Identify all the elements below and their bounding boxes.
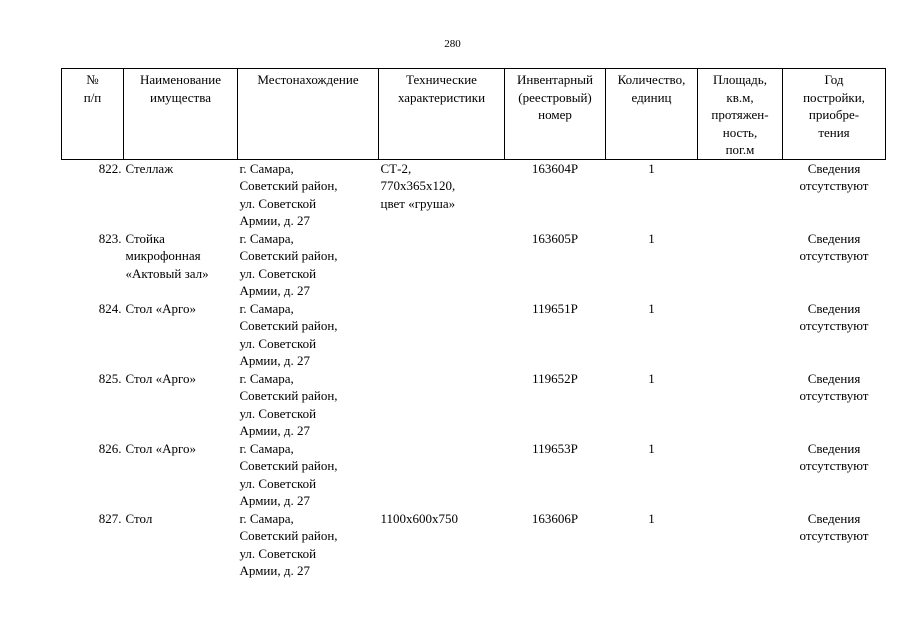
property-table: [61, 68, 886, 580]
row-quantity: 1: [648, 370, 655, 386]
row-year: Сведения отсутствуют: [799, 370, 869, 403]
table-row: [62, 510, 886, 580]
row-quantity: 1: [648, 230, 655, 246]
row-number: 822.: [98, 160, 122, 176]
table-header-row: [62, 69, 886, 160]
row-quantity: 1: [648, 300, 655, 316]
row-inventory: 119651Р: [532, 300, 578, 316]
row-year: Сведения отсутствуют: [799, 160, 869, 193]
header-tech: Технические характеристики: [379, 69, 505, 160]
row-area: [698, 510, 783, 580]
row-inventory: 163605Р: [531, 230, 579, 246]
table-row: [62, 230, 886, 300]
row-location: г. Самара, Советский район, ул. Советской Армии, д. 27: [239, 440, 338, 508]
row-tech: 1100х600х750: [380, 510, 459, 526]
row-inventory: 119653Р: [532, 440, 578, 456]
row-name: Стол «Арго»: [125, 440, 196, 456]
row-number: 823.: [98, 230, 122, 246]
row-year: Сведения отсутствуют: [799, 300, 869, 333]
header-year: Год постройки, приобре- тения: [783, 69, 886, 160]
row-number: 827.: [98, 510, 122, 526]
row-quantity: 1: [648, 160, 655, 176]
table-row: [62, 300, 886, 370]
row-number: 826.: [98, 440, 122, 456]
row-tech: [379, 230, 505, 300]
row-name: Стол: [125, 510, 153, 526]
table-row: [62, 159, 886, 230]
row-tech: [379, 300, 505, 370]
row-name: Стеллаж: [125, 160, 174, 176]
row-location: г. Самара, Советский район, ул. Советской Армии, д. 27: [239, 300, 338, 368]
row-area: [698, 159, 783, 230]
table-row: [62, 440, 886, 510]
row-tech: [379, 370, 505, 440]
row-area: [698, 230, 783, 300]
row-year: Сведения отсутствуют: [799, 510, 869, 543]
row-location: г. Самара, Советский район, ул. Советской Армии, д. 27: [239, 510, 338, 578]
row-inventory: 163604Р: [531, 160, 579, 176]
row-location: г. Самара, Советский район, ул. Советской Армии, д. 27: [239, 370, 338, 438]
header-name: Наименование имущества: [124, 69, 238, 160]
row-tech: [379, 440, 505, 510]
row-name: Стойка микрофонная «Актовый зал»: [125, 230, 209, 281]
row-tech: СТ-2, 770х365х120, цвет «груша»: [380, 160, 456, 211]
header-location: Местонахождение: [238, 69, 379, 160]
row-inventory: 119652Р: [532, 370, 578, 386]
header-number: № п/п: [62, 69, 124, 160]
page-number: 280: [444, 38, 461, 50]
row-area: [698, 440, 783, 510]
row-year: Сведения отсутствуют: [799, 230, 869, 263]
row-inventory: 163606Р: [531, 510, 579, 526]
row-number: 824.: [98, 300, 122, 316]
row-quantity: 1: [648, 440, 655, 456]
row-name: Стол «Арго»: [125, 300, 196, 316]
row-area: [698, 370, 783, 440]
row-quantity: 1: [648, 510, 655, 526]
header-area: Площадь, кв.м, протяжен- ность, пог.м: [698, 69, 783, 160]
row-location: г. Самара, Советский район, ул. Советской Армии, д. 27: [239, 160, 338, 228]
header-inventory: Инвентарный (реестровый) номер: [505, 69, 606, 160]
row-area: [698, 300, 783, 370]
row-year: Сведения отсутствуют: [799, 440, 869, 473]
row-name: Стол «Арго»: [125, 370, 196, 386]
header-quantity: Количество, единиц: [606, 69, 698, 160]
row-number: 825.: [98, 370, 122, 386]
row-location: г. Самара, Советский район, ул. Советской Армии, д. 27: [239, 230, 338, 298]
table-row: [62, 370, 886, 440]
